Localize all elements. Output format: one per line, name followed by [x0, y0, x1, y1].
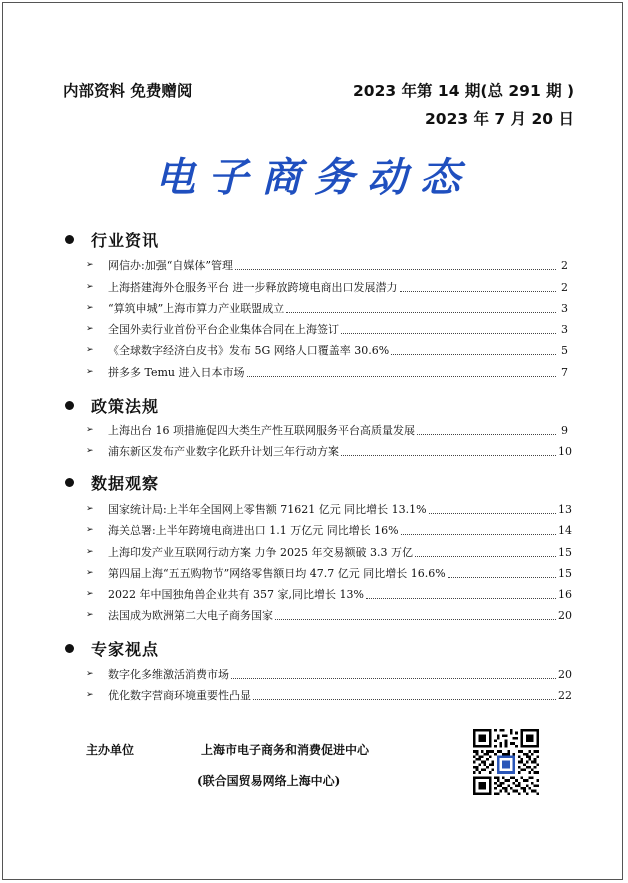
dot-leader [253, 699, 556, 700]
dot-leader [391, 354, 556, 355]
arrow-icon: ➢ [86, 260, 94, 270]
toc-entry[interactable] [86, 564, 572, 582]
dot-leader [401, 534, 556, 535]
arrow-icon: ➢ [86, 504, 94, 514]
dot-leader [286, 312, 556, 313]
section-heading [64, 471, 159, 493]
dot-leader [366, 598, 556, 599]
entry-title: 数字化多维激活消费市场 [108, 668, 229, 681]
entry-title: 海关总署:上半年跨境电商进出口 1.1 万亿元 同比增长 16% [108, 524, 399, 537]
entry-title: “算筑申城”上海市算力产业联盟成立 [108, 302, 285, 315]
arrow-icon: ➢ [86, 568, 94, 578]
page-number: 14 [558, 523, 572, 537]
sponsor-alt-name: (联合国贸易网络上海中心) [197, 774, 341, 788]
arrow-icon: ➢ [86, 324, 94, 334]
page-number: 9 [561, 423, 568, 437]
sponsor-name: 上海市电子商务和消费促进中心 [201, 743, 370, 757]
entry-title: 优化数字营商环境重要性凸显 [108, 689, 251, 702]
page-number: 2 [561, 258, 568, 272]
dot-leader [275, 619, 556, 620]
entry-title: 《全球数字经济白皮书》发布 5G 网络人口覆盖率 30.6% [108, 344, 390, 357]
arrow-icon: ➢ [86, 669, 94, 679]
dot-leader [341, 455, 556, 456]
toc-entry[interactable] [86, 686, 572, 704]
page-number: 15 [558, 566, 572, 580]
bullet-icon [65, 644, 74, 653]
toc-entry[interactable] [86, 543, 572, 561]
entry-title: 浦东新区发布产业数字化跃升计划三年行动方案 [108, 445, 339, 458]
dot-leader [231, 678, 556, 679]
issue-number: 2023 年第 14 期(总 291 期 ) [353, 82, 575, 100]
page-number: 16 [558, 587, 572, 601]
page-number: 15 [558, 545, 572, 559]
arrow-icon: ➢ [86, 525, 94, 535]
entry-title: 第四届上海“五五购物节”网络零售额日均 47.7 亿元 同比增长 16.6% [108, 567, 446, 580]
section-label: 行业资讯 [91, 230, 160, 250]
toc-entry[interactable] [86, 665, 572, 683]
section-label: 数据观察 [91, 473, 160, 493]
dot-leader [415, 556, 556, 557]
toc-entry[interactable] [86, 442, 572, 460]
page-number: 2 [561, 280, 568, 294]
dot-leader [341, 333, 556, 334]
arrow-icon: ➢ [86, 589, 94, 599]
toc-entry[interactable] [86, 585, 572, 603]
page-number: 22 [558, 688, 572, 702]
dot-leader [448, 577, 556, 578]
section-heading [64, 394, 159, 416]
distribution-note: 内部资料 免费赠阅 [63, 82, 193, 100]
entry-title: 2022 年中国独角兽企业共有 357 家,同比增长 13% [108, 588, 364, 601]
dot-leader [429, 513, 556, 514]
arrow-icon: ➢ [86, 282, 94, 292]
toc-entry[interactable] [86, 363, 568, 381]
page-number: 10 [558, 444, 572, 458]
toc-entry[interactable] [86, 299, 568, 317]
page-number: 5 [561, 343, 568, 357]
arrow-icon: ➢ [86, 367, 94, 377]
entry-title: 全国外卖行业首份平台企业集体合同在上海签订 [108, 323, 339, 336]
page-number: 20 [558, 667, 572, 681]
section-label: 政策法规 [91, 396, 160, 416]
arrow-icon: ➢ [86, 610, 94, 620]
arrow-icon: ➢ [86, 690, 94, 700]
toc-entry[interactable] [86, 500, 572, 518]
toc-entry[interactable] [86, 320, 568, 338]
dot-leader [400, 291, 557, 292]
toc-entry[interactable] [86, 521, 572, 539]
arrow-icon: ➢ [86, 303, 94, 313]
dot-leader [235, 269, 556, 270]
entry-title: 上海搭建海外仓服务平台 进一步释放跨境电商出口发展潜力 [108, 281, 398, 294]
arrow-icon: ➢ [86, 345, 94, 355]
toc-entry[interactable] [86, 421, 568, 439]
page-number: 7 [561, 365, 568, 379]
section-label: 专家视点 [91, 639, 160, 659]
dot-leader [247, 376, 556, 377]
bullet-icon [65, 478, 74, 487]
page-number: 20 [558, 608, 572, 622]
section-heading [64, 637, 159, 659]
entry-title: 上海出台 16 项措施促四大类生产性互联网服务平台高质量发展 [108, 424, 415, 437]
issue-date: 2023 年 7 月 20 日 [425, 110, 574, 128]
toc-entry[interactable] [86, 341, 568, 359]
page-number: 3 [561, 301, 568, 315]
page-number: 13 [558, 502, 572, 516]
section-heading [64, 228, 159, 250]
page-number: 3 [561, 322, 568, 336]
entry-title: 上海印发产业互联网行动方案 力争 2025 年交易额破 3.3 万亿 [108, 546, 413, 559]
entry-title: 法国成为欧洲第二大电子商务国家 [108, 609, 273, 622]
entry-title: 国家统计局:上半年全国网上零售额 71621 亿元 同比增长 13.1% [108, 503, 427, 516]
entry-title: 网信办:加强“自媒体”管理 [108, 259, 233, 272]
qr-code-icon [473, 729, 539, 795]
arrow-icon: ➢ [86, 425, 94, 435]
publication-title: 电子商务动态 [155, 154, 473, 201]
toc-entry[interactable] [86, 256, 568, 274]
sponsor-label: 主办单位 [86, 743, 135, 757]
arrow-icon: ➢ [86, 547, 94, 557]
bullet-icon [65, 235, 74, 244]
arrow-icon: ➢ [86, 446, 94, 456]
dot-leader [417, 434, 556, 435]
toc-entry[interactable] [86, 278, 568, 296]
bullet-icon [65, 401, 74, 410]
toc-entry[interactable] [86, 606, 572, 624]
entry-title: 拼多多 Temu 进入日本市场 [108, 366, 245, 379]
